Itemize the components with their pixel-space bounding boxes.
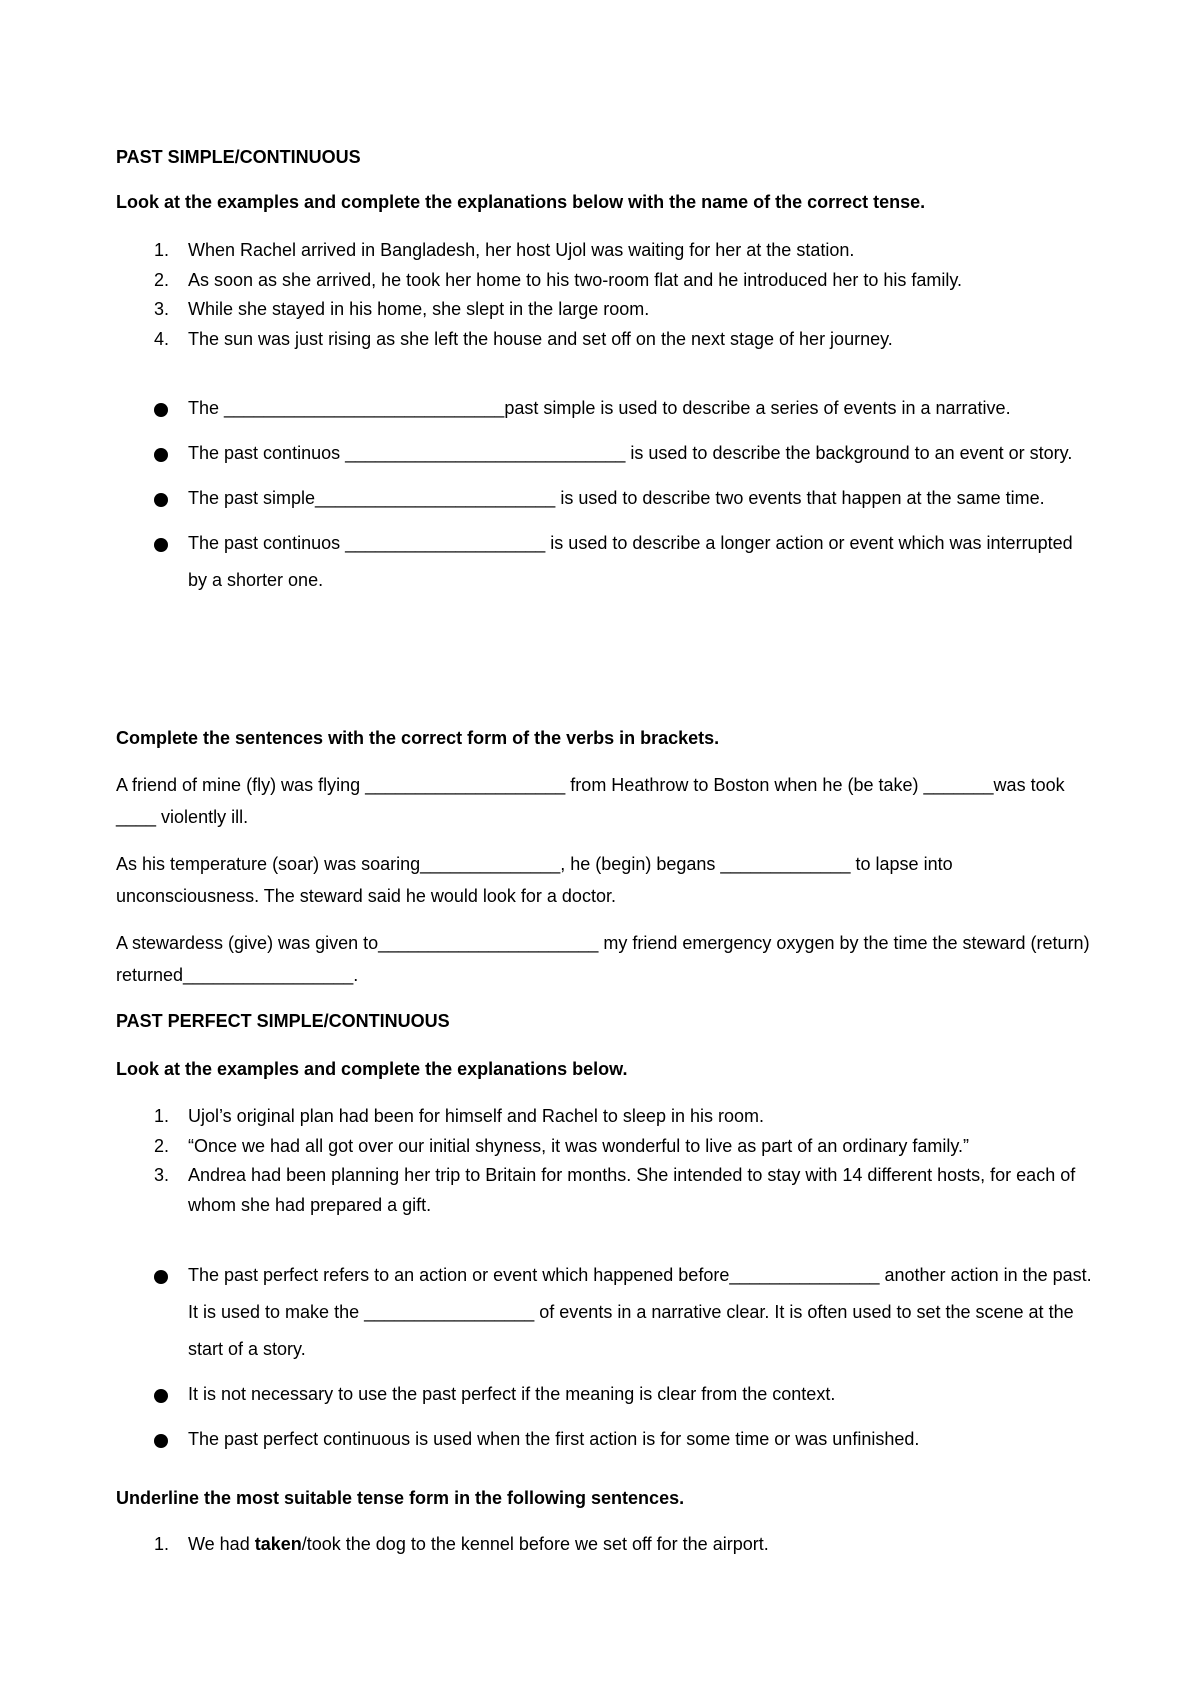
item-number: 2.	[154, 269, 170, 290]
list-item	[116, 295, 1096, 325]
list-item	[116, 1161, 1096, 1220]
item-number: 1.	[154, 1534, 170, 1554]
item-text: The past continuos ____________________ is used to describe a longer action or event which was interrupted by a shorter one.	[188, 533, 1073, 590]
list-item	[116, 1257, 1096, 1368]
item-text: Andrea had been planning her trip to Britain for months. She intended to stay with 14 different hosts, for each of whom she had prepared a gift.	[188, 1165, 1076, 1215]
exercise-paragraph: A friend of mine (fly) was flying ____________________ from Heathrow to Boston when he (be take) _______was took ____ violently ill.	[116, 775, 1065, 827]
section-heading-past-simple-continuous: PAST SIMPLE/CONTINUOUS	[116, 147, 361, 167]
item-text-before: We had	[188, 1534, 255, 1554]
list-item	[116, 236, 1096, 266]
examples-list-1	[116, 236, 1096, 354]
item-number: 4.	[154, 328, 170, 349]
list-item	[116, 1376, 1096, 1413]
item-number: 1.	[154, 1106, 170, 1126]
item-text-bold: taken	[254, 1534, 302, 1554]
list-item	[116, 1530, 1096, 1560]
item-text: The past simple________________________ is used to describe two events that happen at the same time.	[188, 488, 1045, 508]
bullet-icon	[154, 1434, 168, 1448]
instruction-underline: Underline the most suitable tense form in the following sentences.	[116, 1488, 685, 1508]
list-item	[116, 1421, 1096, 1458]
list-item	[116, 390, 1096, 427]
item-text: While she stayed in his home, she slept in the large room.	[188, 299, 650, 319]
bullet-icon	[154, 1270, 168, 1284]
item-number: 2.	[154, 1135, 170, 1156]
list-item	[116, 1132, 1096, 1162]
exercise-paragraph: As his temperature (soar) was soaring______________, he (begin) begans _____________ to lapse into unconsciousness. The steward said he would look for a doctor.	[116, 854, 953, 906]
item-text-after: /took the dog to the kennel before we set off for the airport.	[301, 1534, 769, 1554]
item-text: Ujol’s original plan had been for himself and Rachel to sleep in his room.	[188, 1106, 764, 1126]
explanations-list-1	[116, 390, 1096, 607]
list-item	[116, 325, 1096, 355]
instruction-complete-sentences: Complete the sentences with the correct form of the verbs in brackets.	[116, 728, 720, 748]
instruction-complete-explanations-2: Look at the examples and complete the explanations below.	[116, 1059, 628, 1079]
item-number: 1.	[154, 240, 170, 260]
item-number: 3.	[154, 1165, 170, 1185]
list-item	[116, 435, 1096, 472]
bullet-icon	[154, 403, 168, 417]
item-text: “Once we had all got over our initial shyness, it was wonderful to live as part of an ordinary family.”	[188, 1135, 970, 1156]
examples-list-2	[116, 1102, 1096, 1220]
bullet-icon	[154, 448, 168, 462]
list-item	[116, 266, 1096, 296]
section-heading-past-perfect: PAST PERFECT SIMPLE/CONTINUOUS	[116, 1011, 450, 1031]
list-item	[116, 525, 1096, 599]
item-text: The sun was just rising as she left the house and set off on the next stage of her journey.	[188, 328, 893, 349]
list-item	[116, 1102, 1096, 1132]
item-number: 3.	[154, 299, 170, 319]
item-text: It is not necessary to use the past perfect if the meaning is clear from the context.	[188, 1384, 836, 1404]
list-item	[116, 480, 1096, 517]
explanations-list-2	[116, 1257, 1096, 1466]
bullet-icon	[154, 538, 168, 552]
item-text: The ____________________________past simple is used to describe a series of events in a narrative.	[188, 398, 1011, 418]
item-text: The past perfect refers to an action or event which happened before_______________ another action in the past. It is used to make the _________________ of events in a narrative clear. It is often used to set the scene at the start of a story.	[188, 1265, 1092, 1359]
item-text: As soon as she arrived, he took her home to his two-room flat and he introduced her to his family.	[188, 269, 963, 290]
item-text: The past perfect continuous is used when the first action is for some time or was unfinished.	[188, 1429, 920, 1449]
instruction-complete-explanations: Look at the examples and complete the explanations below with the name of the correct tense.	[116, 192, 926, 212]
item-text: The past continuos ____________________________ is used to describe the background to an event or story.	[188, 443, 1073, 463]
exercise-paragraph: A stewardess (give) was given to______________________ my friend emergency oxygen by the time the steward (return) returned_________________.	[116, 933, 1090, 985]
underline-exercise-list	[116, 1530, 1096, 1560]
bullet-icon	[154, 493, 168, 507]
item-text: When Rachel arrived in Bangladesh, her host Ujol was waiting for her at the station.	[188, 240, 855, 260]
bullet-icon	[154, 1389, 168, 1403]
